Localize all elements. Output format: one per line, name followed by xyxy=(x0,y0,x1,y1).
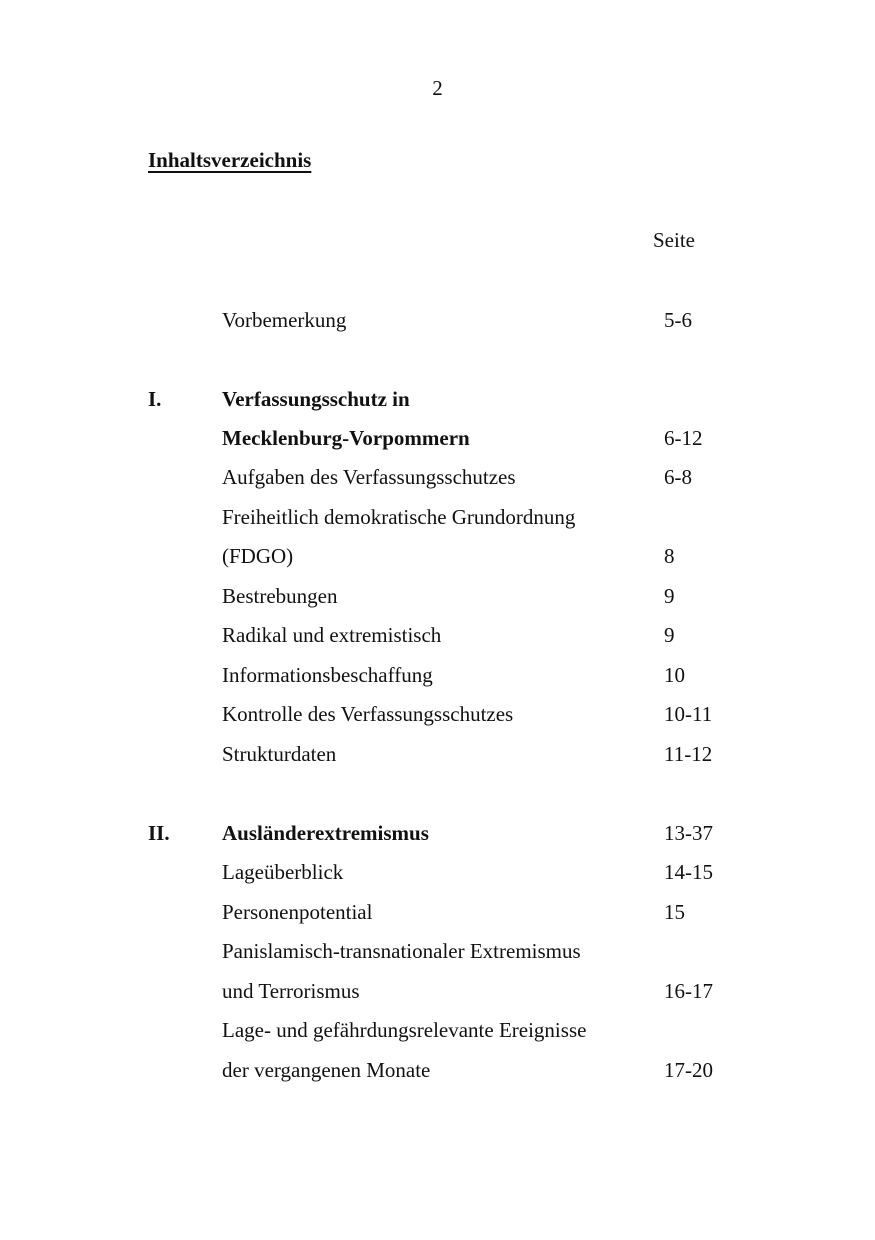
toc-section-heading xyxy=(0,385,875,417)
toc-entry xyxy=(0,503,875,535)
toc-title: Inhaltsverzeichnis xyxy=(148,148,312,172)
toc-page-ref: 15 xyxy=(664,900,685,924)
toc-entry-text: Strukturdaten xyxy=(222,742,337,766)
toc-entry xyxy=(0,1056,875,1088)
toc-entry xyxy=(0,1016,875,1048)
toc-page-ref: 5-6 xyxy=(664,308,692,332)
toc-entry xyxy=(0,937,875,969)
toc-entry xyxy=(0,661,875,693)
toc-entry-text: Lageüberblick xyxy=(222,860,344,884)
toc-entry xyxy=(0,898,875,930)
toc-page-ref: 6-8 xyxy=(664,465,692,489)
toc-entry-text: Kontrolle des Verfassungsschutzes xyxy=(222,702,514,726)
toc-page-ref: 10-11 xyxy=(664,702,713,726)
toc-page-ref: 9 xyxy=(664,584,675,608)
toc-entry xyxy=(0,858,875,890)
toc-entry-text: Panislamisch-transnationaler Extremismus xyxy=(222,939,581,963)
toc-entry-text: Ausländerextremismus xyxy=(222,821,429,845)
toc-entry-text: Freiheitlich demokratische Grundordnung xyxy=(222,505,576,529)
toc-entry xyxy=(0,700,875,732)
toc-entry-text: Verfassungsschutz in xyxy=(222,387,410,411)
toc-entry xyxy=(0,977,875,1009)
toc-entry-vorbemerkung xyxy=(0,306,875,338)
toc-entry-text: Aufgaben des Verfassungsschutzes xyxy=(222,465,516,489)
toc-section-number: II. xyxy=(148,821,170,845)
page-column-label: Seite xyxy=(653,228,695,252)
toc-entry-text: und Terrorismus xyxy=(222,979,360,1003)
toc-section-number: I. xyxy=(148,387,162,411)
toc-page-ref: 10 xyxy=(664,663,685,687)
toc-page-ref: 6-12 xyxy=(664,426,703,450)
toc-page-ref: 9 xyxy=(664,623,675,647)
toc-entry-text: Lage- und gefährdungsrelevante Ereignisse xyxy=(222,1018,587,1042)
toc-entry-text: Personenpotential xyxy=(222,900,373,924)
toc-section-heading xyxy=(0,819,875,851)
toc-entry xyxy=(0,621,875,653)
toc-entry-text: Radikal und extremistisch xyxy=(222,623,442,647)
toc-entry-text: Bestrebungen xyxy=(222,584,338,608)
toc-entry xyxy=(0,582,875,614)
toc-entry-text: der vergangenen Monate xyxy=(222,1058,431,1082)
toc-entry-text: (FDGO) xyxy=(222,544,294,568)
toc-entry-text: Vorbemerkung xyxy=(222,308,347,332)
toc-page-ref: 13-37 xyxy=(664,821,713,845)
toc-entry xyxy=(0,740,875,772)
toc-page-ref: 8 xyxy=(664,544,675,568)
toc-section-heading xyxy=(0,424,875,456)
toc-entry xyxy=(0,463,875,495)
toc-entry xyxy=(0,542,875,574)
toc-entry-text: Informationsbeschaffung xyxy=(222,663,433,687)
toc-page-ref: 11-12 xyxy=(664,742,713,766)
page-number: 2 xyxy=(432,76,443,100)
toc-page-ref: 17-20 xyxy=(664,1058,713,1082)
toc-entry-text: Mecklenburg-Vorpommern xyxy=(222,426,470,450)
toc-page-ref: 14-15 xyxy=(664,860,713,884)
toc-page-ref: 16-17 xyxy=(664,979,713,1003)
